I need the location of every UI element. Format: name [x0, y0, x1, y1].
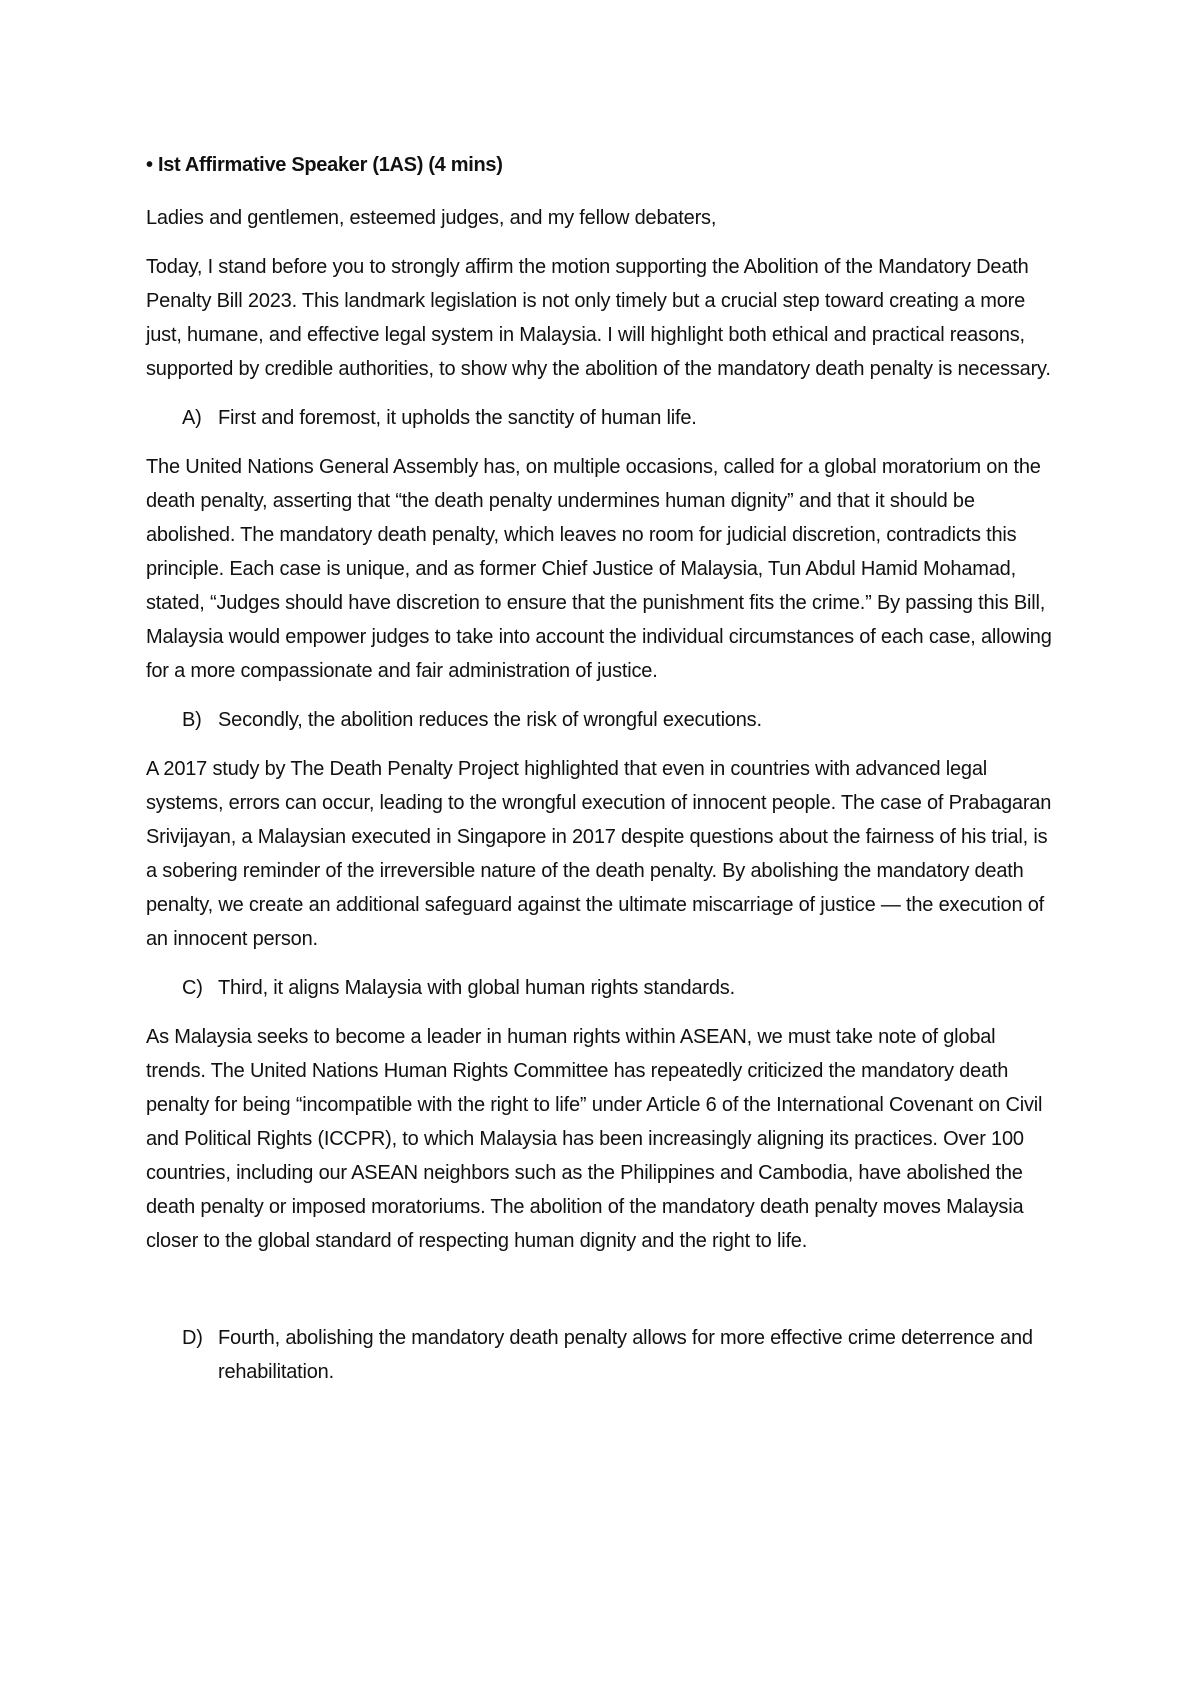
point-c-body: As Malaysia seeks to become a leader in human rights within ASEAN, we must take note of global trends. The United Nations Human Rights Committee has repeatedly criticized the mandatory death penalty for being “incompatible with the right to life” under Article 6 of the International Covenant on Civil and Political Rights (ICCPR), to which Malaysia has been increasingly aligning its practices. Over 100 countries, including our ASEAN neighbors such as the Philippines and Cambodia, have abolished the death penalty or imposed moratoriums. The abolition of the mandatory death penalty moves Malaysia closer to the global standard of respecting human dignity and the right to life. — [146, 1026, 1043, 1252]
point-d-title: Fourth, abolishing the mandatory death penalty allows for more effective crime deterrence and rehabilitation. — [218, 1327, 1033, 1383]
point-d — [146, 1321, 1060, 1389]
point-a-title: First and foremost, it upholds the sanctity of human life. — [218, 407, 697, 429]
point-c — [146, 971, 1060, 1005]
point-a-marker: A) — [182, 407, 202, 429]
point-c-marker: C) — [182, 977, 203, 999]
greeting-paragraph: Ladies and gentlemen, esteemed judges, and my fellow debaters, — [146, 207, 717, 229]
intro-paragraph: Today, I stand before you to strongly affirm the motion supporting the Abolition of the Mandatory Death Penalty Bill 2023. This landmark legislation is not only timely but a crucial step toward creating a more just, humane, and effective legal system in Malaysia. I will highlight both ethical and practical reasons, supported by credible authorities, to show why the abolition of the mandatory death penalty is necessary. — [146, 256, 1051, 380]
speaker-heading: • Ist Affirmative Speaker (1AS) (4 mins) — [146, 154, 503, 176]
paragraph-spacer — [146, 1273, 1060, 1321]
point-b-body: A 2017 study by The Death Penalty Project highlighted that even in countries with advanced legal systems, errors can occur, leading to the wrongful execution of innocent people. The case of Prabagaran Srivijayan, a Malaysian executed in Singapore in 2017 despite questions about the fairness of his trial, is a sobering reminder of the irreversible nature of the death penalty. By abolishing the mandatory death penalty, we create an additional safeguard against the ultimate miscarriage of justice — the execution of an innocent person. — [146, 758, 1052, 950]
point-a-body: The United Nations General Assembly has, on multiple occasions, called for a global moratorium on the death penalty, asserting that “the death penalty undermines human dignity” and that it should be abolished. The mandatory death penalty, which leaves no room for judicial discretion, contradicts this principle. Each case is unique, and as former Chief Justice of Malaysia, Tun Abdul Hamid Mohamad, stated, “Judges should have discretion to ensure that the punishment fits the crime.” By passing this Bill, Malaysia would empower judges to take into account the individual circumstances of each case, allowing for a more compassionate and fair administration of justice. — [146, 456, 1052, 682]
point-b-title: Secondly, the abolition reduces the risk of wrongful executions. — [218, 709, 762, 731]
point-c-title: Third, it aligns Malaysia with global human rights standards. — [218, 977, 735, 999]
point-a — [146, 401, 1060, 435]
point-b-marker: B) — [182, 709, 202, 731]
point-b — [146, 703, 1060, 737]
point-d-marker: D) — [182, 1327, 203, 1349]
